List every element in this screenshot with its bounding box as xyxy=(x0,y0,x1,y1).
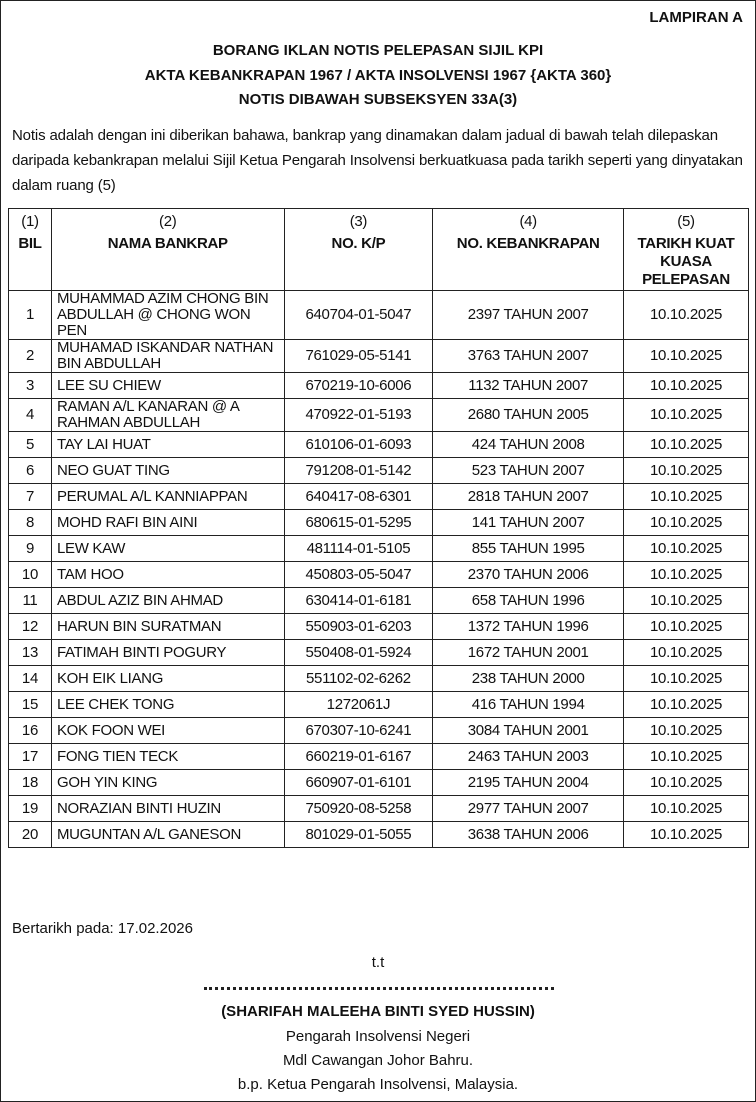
table-row xyxy=(9,373,749,399)
table-header-row xyxy=(9,209,749,291)
discharge-date: 10.10.2025 xyxy=(624,770,749,796)
table-row xyxy=(9,692,749,718)
bankruptcy-number: 855 TAHUN 1995 xyxy=(433,536,624,562)
row-number: 11 xyxy=(9,588,52,614)
bankruptcy-number: 141 TAHUN 2007 xyxy=(433,510,624,536)
bankrupt-name: MOHD RAFI BIN AINI xyxy=(51,510,284,536)
ic-number: 750920-08-5258 xyxy=(284,796,433,822)
discharge-date: 10.10.2025 xyxy=(624,718,749,744)
column-number: (2) xyxy=(159,213,177,230)
bankrupt-name: NORAZIAN BINTI HUZIN xyxy=(51,796,284,822)
discharge-date: 10.10.2025 xyxy=(624,796,749,822)
discharge-date: 10.10.2025 xyxy=(624,536,749,562)
bankrupt-name: FATIMAH BINTI POGURY xyxy=(51,640,284,666)
row-number: 15 xyxy=(9,692,52,718)
ic-number: 761029-05-5141 xyxy=(284,340,433,373)
discharge-date: 10.10.2025 xyxy=(624,291,749,340)
column-number: (1) xyxy=(21,213,39,230)
ic-number: 680615-01-5295 xyxy=(284,510,433,536)
discharge-date: 10.10.2025 xyxy=(624,399,749,432)
row-number: 3 xyxy=(9,373,52,399)
row-number: 14 xyxy=(9,666,52,692)
bankrupt-name: HARUN BIN SURATMAN xyxy=(51,614,284,640)
bankrupt-name: TAY LAI HUAT xyxy=(51,432,284,458)
row-number: 13 xyxy=(9,640,52,666)
discharge-date: 10.10.2025 xyxy=(624,588,749,614)
signatory-branch: Mdl Cawangan Johor Bahru. xyxy=(282,1052,474,1069)
bankrupt-name: LEE CHEK TONG xyxy=(51,692,284,718)
ic-number: 1272061J xyxy=(284,692,433,718)
column-header xyxy=(624,209,749,291)
table-row xyxy=(9,458,749,484)
table-row xyxy=(9,796,749,822)
column-label: TARIKH KUAT KUASA PELEPASAN xyxy=(637,235,735,288)
bankrupt-name: TAM HOO xyxy=(51,562,284,588)
table-row xyxy=(9,770,749,796)
row-number: 5 xyxy=(9,432,52,458)
bankruptcy-number: 2463 TAHUN 2003 xyxy=(433,744,624,770)
bankruptcy-number: 3638 TAHUN 2006 xyxy=(433,822,624,848)
bankrupt-name: RAMAN A/L KANARAN @ A RAHMAN ABDULLAH xyxy=(51,399,284,432)
row-number: 19 xyxy=(9,796,52,822)
table-row xyxy=(9,666,749,692)
row-number: 2 xyxy=(9,340,52,373)
row-number: 16 xyxy=(9,718,52,744)
signature-line xyxy=(204,987,554,990)
column-number: (5) xyxy=(677,213,695,230)
table-row xyxy=(9,291,749,340)
bankruptcy-number: 2977 TAHUN 2007 xyxy=(433,796,624,822)
ic-number: 551102-02-6262 xyxy=(284,666,433,692)
ic-number: 801029-01-5055 xyxy=(284,822,433,848)
ic-number: 550903-01-6203 xyxy=(284,614,433,640)
ic-number: 640704-01-5047 xyxy=(284,291,433,340)
ic-number: 481114-01-5105 xyxy=(284,536,433,562)
discharge-date: 10.10.2025 xyxy=(624,484,749,510)
table-row xyxy=(9,744,749,770)
bankruptcy-number: 416 TAHUN 1994 xyxy=(433,692,624,718)
discharge-date: 10.10.2025 xyxy=(624,373,749,399)
discharge-date: 10.10.2025 xyxy=(624,614,749,640)
bankrupt-name: ABDUL AZIZ BIN AHMAD xyxy=(51,588,284,614)
bankruptcy-number: 2370 TAHUN 2006 xyxy=(433,562,624,588)
row-number: 8 xyxy=(9,510,52,536)
discharge-date: 10.10.2025 xyxy=(624,744,749,770)
row-number: 6 xyxy=(9,458,52,484)
table-row xyxy=(9,588,749,614)
bankrupt-name: KOK FOON WEI xyxy=(51,718,284,744)
bankrupt-table xyxy=(8,208,749,848)
bankruptcy-number: 238 TAHUN 2000 xyxy=(433,666,624,692)
table-row xyxy=(9,399,749,432)
table-row xyxy=(9,614,749,640)
row-number: 20 xyxy=(9,822,52,848)
column-label: NO. KEBANKRAPAN xyxy=(456,235,600,252)
bankruptcy-number: 1672 TAHUN 2001 xyxy=(433,640,624,666)
discharge-date: 10.10.2025 xyxy=(624,640,749,666)
column-header xyxy=(9,209,52,291)
discharge-date: 10.10.2025 xyxy=(624,666,749,692)
bankruptcy-number: 658 TAHUN 1996 xyxy=(433,588,624,614)
bankrupt-name: PERUMAL A/L KANNIAPPAN xyxy=(51,484,284,510)
intro-paragraph: Notis adalah dengan ini diberikan bahawa, bankrap yang dinamakan dalam jadual di bawah telah dilepaskan daripada kebankrapan melalui Sijil Ketua Pengarah Insolvensi berkuatkuasa pada tarikh seperti yang dinyatakan dalam ruang (5) xyxy=(12,127,743,194)
bankrupt-name: LEE SU CHIEW xyxy=(51,373,284,399)
table-row xyxy=(9,718,749,744)
bankrupt-name: MUHAMMAD AZIM CHONG BIN ABDULLAH @ CHONG WON PEN xyxy=(51,291,284,340)
ic-number: 450803-05-5047 xyxy=(284,562,433,588)
ic-number: 610106-01-6093 xyxy=(284,432,433,458)
bankrupt-name: MUHAMAD ISKANDAR NATHAN BIN ABDULLAH xyxy=(51,340,284,373)
table-row xyxy=(9,340,749,373)
bankruptcy-number: 2397 TAHUN 2007 xyxy=(433,291,624,340)
bankruptcy-number: 1132 TAHUN 2007 xyxy=(433,373,624,399)
row-number: 17 xyxy=(9,744,52,770)
signatory-title: Pengarah Insolvensi Negeri xyxy=(285,1028,471,1045)
bankrupt-name: NEO GUAT TING xyxy=(51,458,284,484)
row-number: 9 xyxy=(9,536,52,562)
bankruptcy-number: 2818 TAHUN 2007 xyxy=(433,484,624,510)
column-label: BIL xyxy=(18,235,42,252)
bankrupt-name: KOH EIK LIANG xyxy=(51,666,284,692)
ic-number: 660907-01-6101 xyxy=(284,770,433,796)
bankruptcy-number: 2680 TAHUN 2005 xyxy=(433,399,624,432)
ic-number: 470922-01-5193 xyxy=(284,399,433,432)
table-row xyxy=(9,510,749,536)
table-row xyxy=(9,822,749,848)
ic-number: 640417-08-6301 xyxy=(284,484,433,510)
discharge-date: 10.10.2025 xyxy=(624,822,749,848)
discharge-date: 10.10.2025 xyxy=(624,510,749,536)
bankruptcy-number: 1372 TAHUN 1996 xyxy=(433,614,624,640)
discharge-date: 10.10.2025 xyxy=(624,432,749,458)
row-number: 1 xyxy=(9,291,52,340)
dated-text: Bertarikh pada: 17.02.2026 xyxy=(12,920,193,937)
table-row xyxy=(9,562,749,588)
table-row xyxy=(9,484,749,510)
signatory-name: (SHARIFAH MALEEHA BINTI SYED HUSSIN) xyxy=(221,1003,535,1020)
signatory-org: b.p. Ketua Pengarah Insolvensi, Malaysia. xyxy=(237,1076,519,1093)
ic-number: 550408-01-5924 xyxy=(284,640,433,666)
title-line: NOTIS DIBAWAH SUBSEKSYEN 33A(3) xyxy=(238,91,518,108)
row-number: 10 xyxy=(9,562,52,588)
column-header xyxy=(433,209,624,291)
column-header xyxy=(51,209,284,291)
discharge-date: 10.10.2025 xyxy=(624,458,749,484)
notice-titles xyxy=(1,39,755,113)
appendix-label: LAMPIRAN A xyxy=(649,9,743,26)
table-row xyxy=(9,432,749,458)
title-line: BORANG IKLAN NOTIS PELEPASAN SIJIL KPI xyxy=(212,42,544,59)
title-line: AKTA KEBANKRAPAN 1967 / AKTA INSOLVENSI 1967 {AKTA 360} xyxy=(144,66,612,84)
bankruptcy-number: 3084 TAHUN 2001 xyxy=(433,718,624,744)
ic-number: 660219-01-6167 xyxy=(284,744,433,770)
bankrupt-name: MUGUNTAN A/L GANESON xyxy=(51,822,284,848)
row-number: 7 xyxy=(9,484,52,510)
bankruptcy-number: 523 TAHUN 2007 xyxy=(433,458,624,484)
row-number: 18 xyxy=(9,770,52,796)
discharge-date: 10.10.2025 xyxy=(624,340,749,373)
row-number: 12 xyxy=(9,614,52,640)
discharge-date: 10.10.2025 xyxy=(624,562,749,588)
column-number: (4) xyxy=(519,213,537,230)
column-header xyxy=(284,209,433,291)
bankrupt-name: FONG TIEN TECK xyxy=(51,744,284,770)
ic-number: 630414-01-6181 xyxy=(284,588,433,614)
ic-number: 791208-01-5142 xyxy=(284,458,433,484)
ic-number: 670219-10-6006 xyxy=(284,373,433,399)
discharge-date: 10.10.2025 xyxy=(624,692,749,718)
table-row xyxy=(9,536,749,562)
table-row xyxy=(9,640,749,666)
row-number: 4 xyxy=(9,399,52,432)
bankruptcy-number: 424 TAHUN 2008 xyxy=(433,432,624,458)
bankrupt-name: LEW KAW xyxy=(51,536,284,562)
column-label: NO. K/P xyxy=(331,235,386,252)
column-label: NAMA BANKRAP xyxy=(107,235,228,252)
tt-text: t.t xyxy=(371,954,385,971)
ic-number: 670307-10-6241 xyxy=(284,718,433,744)
bankrupt-name: GOH YIN KING xyxy=(51,770,284,796)
column-number: (3) xyxy=(349,213,368,230)
bankruptcy-number: 3763 TAHUN 2007 xyxy=(433,340,624,373)
bankruptcy-number: 2195 TAHUN 2004 xyxy=(433,770,624,796)
